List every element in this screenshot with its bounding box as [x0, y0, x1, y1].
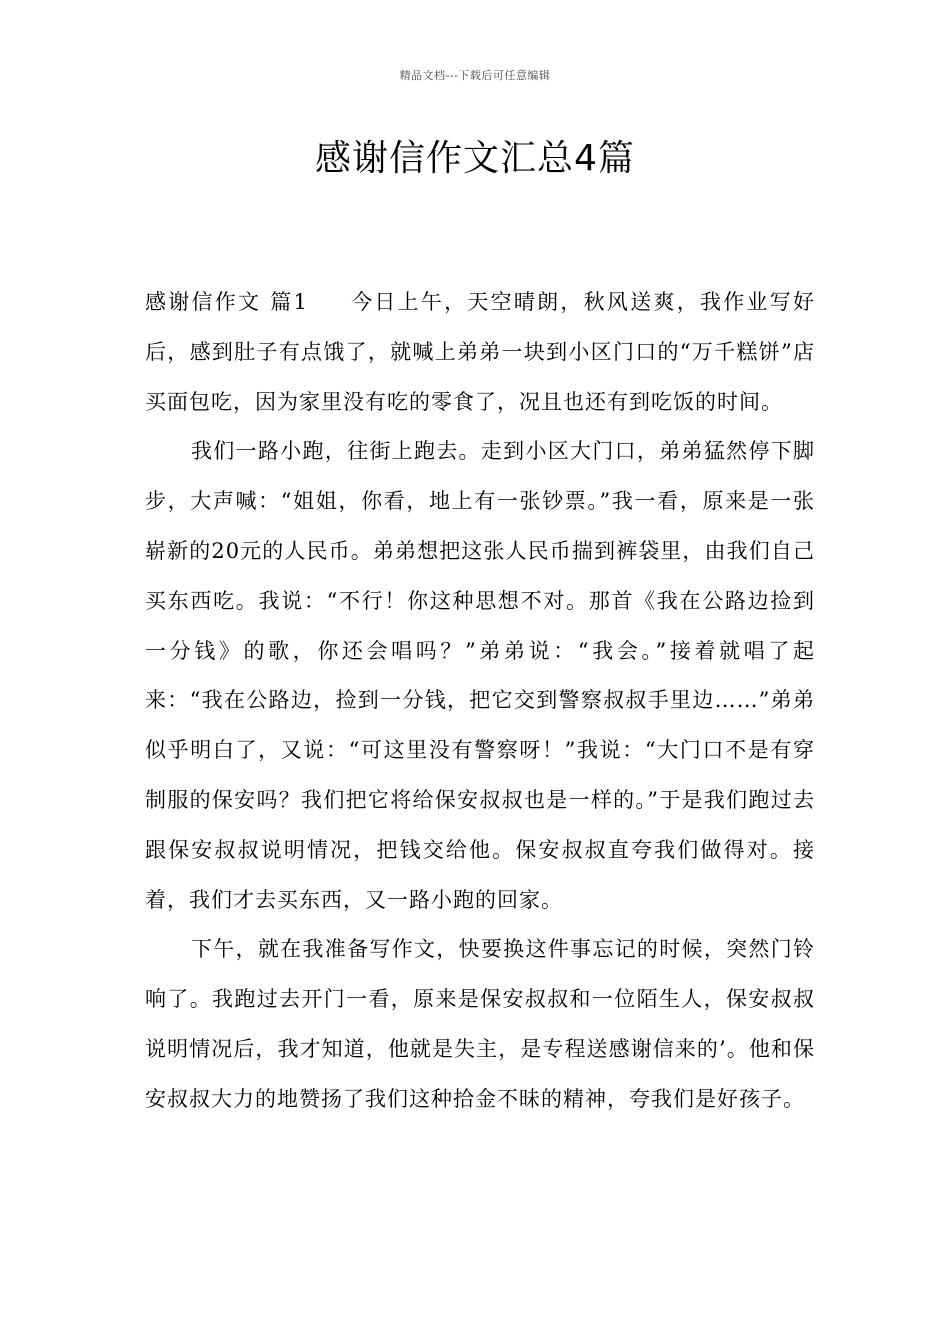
paragraph-1-text: 今日上午，天空晴朗，秋风送爽，我作业写好后，感到肚子有点饿了，就喊上弟弟一块到小区门口的“万千糕饼”店买面包吃，因为家里没有吃的零食了，况且也还有到吃饭的时间。 [145, 290, 815, 414]
document-body [145, 278, 815, 1125]
paragraph-2: 我们一路小跑，往街上跑去。走到小区大门口，弟弟猛然停下脚步，大声喊：“姐姐，你看，地上有一张钞票。”我一看，原来是一张崭新的20元的人民币。弟弟想把这张人民币揣到裤袋里，由我们自己买东西吃。我说：“不行！你这种思想不对。那首《我在公路边捡到一分钱》的歌，你还会唱吗？”弟弟说：“我会。”接着就唱了起来：“我在公路边，捡到一分钱，把它交到警察叔叔手里边……”弟弟似乎明白了，又说：“可这里没有警察呀！”我说：“大门口不是有穿制服的保安吗？我们把它将给保安叔叔也是一样的。”于是我们跑过去跟保安叔叔说明情况，把钱交给他。保安叔叔直夸我们做得对。接着，我们才去买东西，又一路小跑的回家。 [145, 439, 815, 912]
document-title: 感谢信作文汇总4篇 [315, 138, 635, 179]
paragraph-1 [145, 278, 815, 427]
section-label: 感谢信作文 篇1 [145, 290, 308, 314]
paragraph-3: 下午，就在我准备写作文，快要换这件事忘记的时候，突然门铃响了。我跑过去开门一看，原来是保安叔叔和一位陌生人，保安叔叔说明情况后，我才知道，他就是失主，是专程送感谢信来的’。他和保安叔叔大力的地赞扬了我们这种拾金不昧的精神，夸我们是好孩子。 [145, 937, 815, 1111]
header-note: 精品文档---下载后可任意编辑 [399, 69, 551, 82]
